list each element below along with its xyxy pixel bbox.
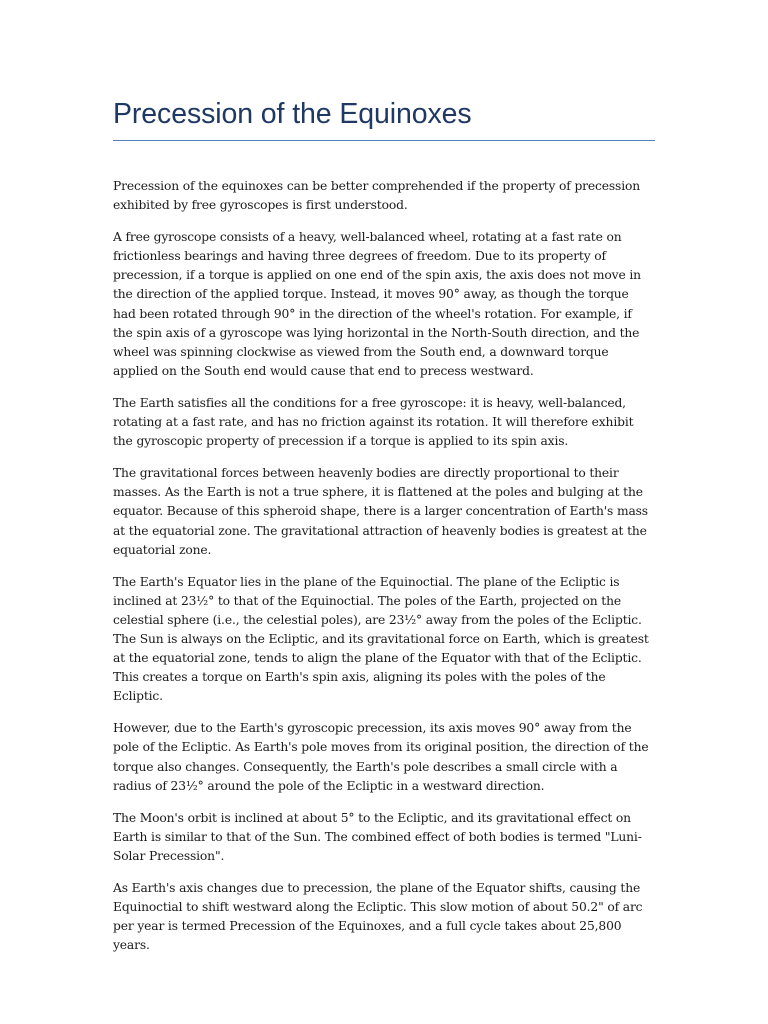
- document-body: [113, 177, 655, 955]
- paragraph-2: A free gyroscope consists of a heavy, well-balanced wheel, rotating at a fast rate on frictionless bearings and having three degrees of freedom. Due to its property of precession, if a torque is applied on one end of the spin axis, the axis does not move in the direction of the applied torque. Instead, it moves 90° away, as though the torque had been rotated through 90° in the direction of the wheel's rotation. For example, if the spin axis of a gyroscope was lying horizontal in the North-South direction, and the wheel was spinning clockwise as viewed from the South end, a downward torque applied on the South end would cause that end to precess westward.: [113, 230, 641, 378]
- paragraph-1: Precession of the equinoxes can be better comprehended if the property of precession exhibited by free gyroscopes is first understood.: [113, 179, 641, 213]
- paragraph-8: As Earth's axis changes due to precession, the plane of the Equator shifts, causing the Equinoctial to shift westward along the Ecliptic. This slow motion of about 50.2" of arc per year is termed Precession of the Equinoxes, and a full cycle takes about 25,800 years.: [113, 881, 643, 953]
- title-underline-divider: [113, 140, 655, 141]
- paragraph-3: The Earth satisfies all the conditions for a free gyroscope: it is heavy, well-balanced, rotating at a fast rate, and has no friction against its rotation. It will therefore exhibit the gyroscopic property of precession if a torque is applied to its spin axis.: [113, 395, 634, 449]
- paragraph-4: The gravitational forces between heavenly bodies are directly proportional to their masses. As the Earth is not a true sphere, it is flattened at the poles and bulging at the equator. Because of this spheroid shape, there is a larger concentration of Earth's mass at the equatorial zone. The gravitational attraction of heavenly bodies is greatest at the equatorial zone.: [113, 466, 648, 557]
- paragraph-7: The Moon's orbit is inclined at about 5° to the Ecliptic, and its gravitational effect on Earth is similar to that of the Sun. The combined effect of both bodies is termed "Luni-Solar Precession".: [113, 810, 642, 863]
- document-title: Precession of the Equinoxes: [113, 98, 472, 130]
- document-page: [113, 92, 655, 968]
- paragraph-6: However, due to the Earth's gyroscopic precession, its axis moves 90° away from the pole of the Ecliptic. As Earth's pole moves from its original position, the direction of the torque also changes. Consequently, the Earth's pole describes a small circle with a radius of 23½° around the pole of the Ecliptic in a westward direction.: [113, 721, 649, 793]
- paragraph-5: The Earth's Equator lies in the plane of the Equinoctial. The plane of the Ecliptic is inclined at 23½° to that of the Equinoctial. The poles of the Earth, projected on the celestial sphere (i.e., the celestial poles), are 23½° away from the poles of the Ecliptic. The Sun is always on the Ecliptic, and its gravitational force on Earth, which is greatest at the equatorial zone, tends to align the plane of the Equator with that of the Ecliptic. This creates a torque on Earth's spin axis, aligning its poles with the poles of the Ecliptic.: [113, 574, 649, 704]
